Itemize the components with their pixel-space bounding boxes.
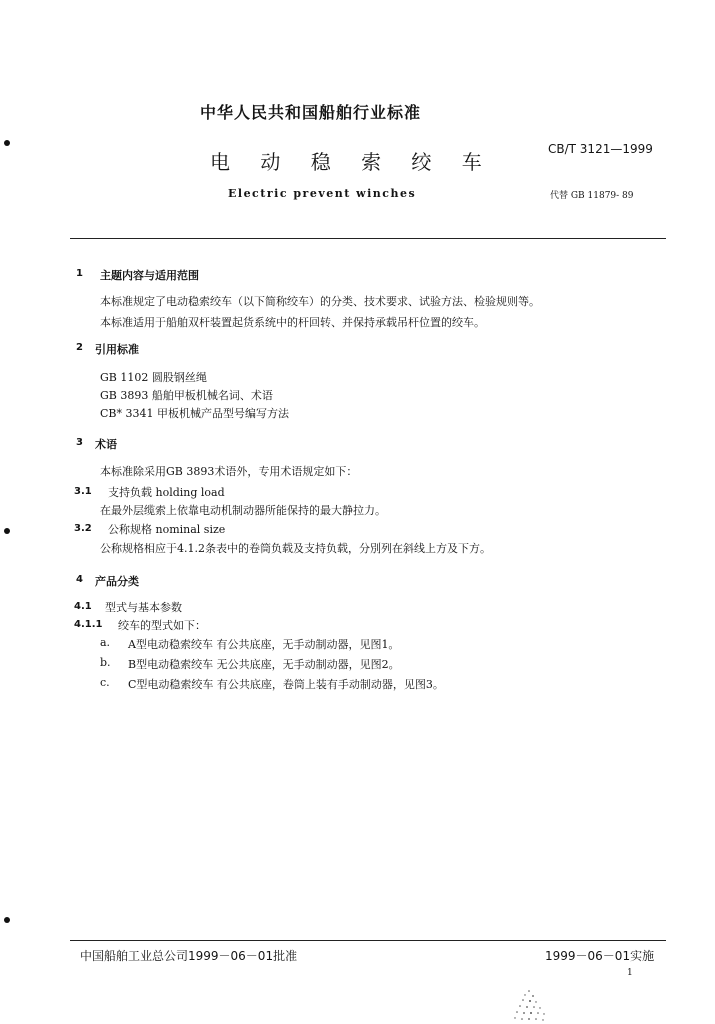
term-definition: 在最外层缆索上依靠电动机制动器所能保持的最大静拉力。 xyxy=(100,504,386,517)
subsection-number: 4.1.1 xyxy=(74,619,103,630)
section-heading: 产品分类 xyxy=(95,575,139,588)
section-number: 1 xyxy=(76,268,83,279)
page-number: 1 xyxy=(627,968,633,978)
approval-note: 中国船舶工业总公司1999－06－01批准 xyxy=(80,949,298,963)
reference-item: CB* 3341 甲板机械产品型号编写方法 xyxy=(100,407,289,420)
section-number: 4 xyxy=(76,574,83,585)
subsection-heading: 型式与基本参数 xyxy=(105,601,182,614)
section-heading: 引用标准 xyxy=(95,343,139,356)
paragraph: 本标准规定了电动稳索绞车（以下简称绞车）的分类、技术要求、试验方法、检验规则等。 xyxy=(100,295,540,308)
document-title-en: Electric prevent winches xyxy=(228,187,417,200)
scan-speckle-mark xyxy=(505,985,553,1023)
section-heading: 术语 xyxy=(95,438,117,451)
paragraph: 本标准适用于船舶双杆装置起货系统中的杆回转、并保持承载吊杆位置的绞车。 xyxy=(100,316,485,329)
replaces-note: 代替 GB 11879- 89 xyxy=(550,191,634,201)
subsection-number: 3.2 xyxy=(74,523,92,534)
term-heading: 支持负载 holding load xyxy=(108,486,225,499)
section-heading: 主题内容与适用范围 xyxy=(100,269,199,282)
document-title-cn: 电 动 稳 索 绞 车 xyxy=(210,150,494,174)
reference-item: GB 1102 圆股钢丝绳 xyxy=(100,371,207,384)
punch-hole-mark xyxy=(4,917,10,923)
footer-divider xyxy=(70,940,666,941)
list-item-label: b. xyxy=(100,656,111,669)
punch-hole-mark xyxy=(4,140,10,146)
list-item-label: a. xyxy=(100,636,111,649)
reference-item: GB 3893 船舶甲板机械名词、术语 xyxy=(100,389,273,402)
term-heading: 公称规格 nominal size xyxy=(108,523,226,536)
subsection-number: 3.1 xyxy=(74,486,92,497)
paragraph: 本标准除采用GB 3893术语外，专用术语规定如下： xyxy=(100,465,358,478)
list-item: C型电动稳索绞车 有公共底座，卷筒上装有手动制动器，见图3。 xyxy=(128,678,444,691)
term-definition: 公称规格相应于4.1.2条表中的卷筒负载及支持负载，分別列在斜线上方及下方。 xyxy=(100,542,491,555)
paragraph: 绞车的型式如下： xyxy=(118,619,206,632)
section-number: 3 xyxy=(76,437,83,448)
standard-body-title: 中华人民共和国船舶行业标准 xyxy=(200,103,422,122)
effective-date: 1999－06－01实施 xyxy=(545,949,655,963)
punch-hole-mark xyxy=(4,528,10,534)
subsection-number: 4.1 xyxy=(74,601,92,612)
list-item: B型电动稳索绞车 无公共底座，无手动制动器，见图2。 xyxy=(128,658,400,671)
header-divider xyxy=(70,238,666,239)
standard-code: CB/T 3121—1999 xyxy=(548,142,653,156)
section-number: 2 xyxy=(76,342,83,353)
list-item-label: c. xyxy=(100,676,110,689)
list-item: A型电动稳索绞车 有公共底座，无手动制动器，见图1。 xyxy=(128,638,400,651)
